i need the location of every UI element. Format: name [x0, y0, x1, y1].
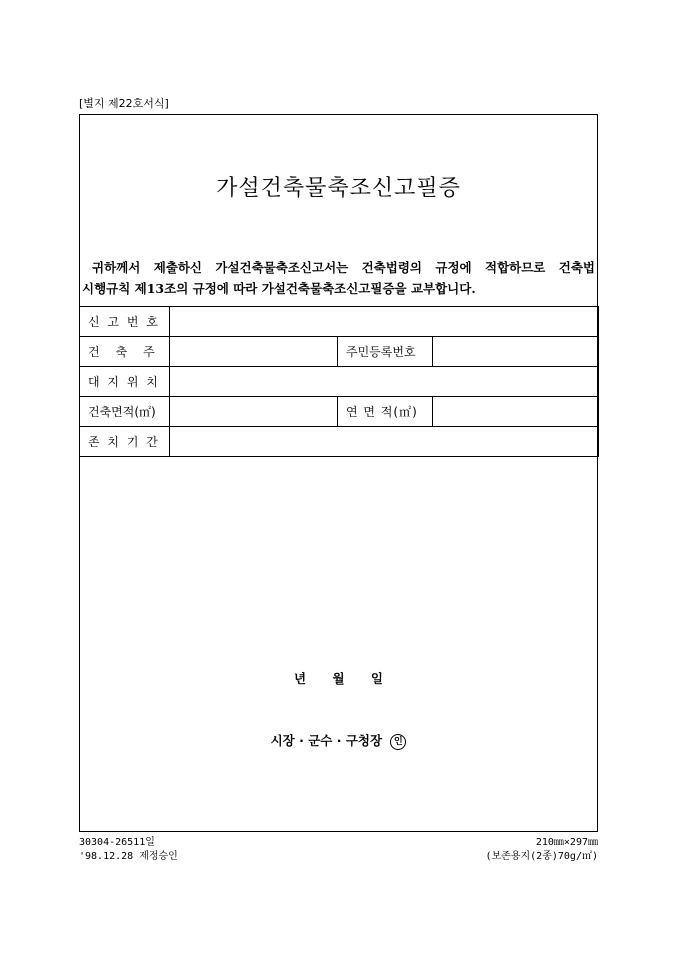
owner-field[interactable] [170, 337, 338, 367]
duration-field[interactable] [170, 427, 599, 457]
row-site-location [80, 367, 599, 397]
row-owner [80, 337, 599, 367]
floor-area-label: 연 면 적(㎡) [338, 397, 433, 427]
footer-right [486, 836, 599, 864]
owner-label: 건 축 주 [80, 337, 170, 367]
row-area [80, 397, 599, 427]
document-title: 가설건축물축조신고필증 [216, 176, 461, 201]
report-number-label: 신 고 번 호 [80, 307, 170, 337]
site-location-label: 대 지 위 치 [80, 367, 170, 397]
row-report-number [80, 307, 599, 337]
resident-number-field[interactable] [433, 337, 599, 367]
form-code: 30304-26511일 [79, 837, 155, 848]
floor-area-field[interactable] [433, 397, 599, 427]
certificate-frame [79, 114, 598, 832]
certificate-statement [82, 257, 595, 299]
certificate-info-table [79, 306, 599, 457]
statement-line-2: 시행규칙 제13조의 규정에 따라 가설건축물축조신고필증을 교부합니다. [82, 281, 476, 296]
paper-spec: (보존용지(2종)70g/㎡) [485, 851, 598, 862]
form-number-label: [별지 제22호서식] [79, 97, 169, 110]
issuer-signature [80, 731, 597, 750]
building-area-field[interactable] [170, 397, 338, 427]
building-area-label: 건축면적(㎡) [80, 397, 170, 427]
issue-date-line: 년 월 일 [294, 671, 383, 686]
duration-label: 존 치 기 간 [80, 427, 170, 457]
paper-size: 210㎜×297㎜ [535, 837, 598, 848]
footer-left [79, 836, 178, 864]
row-duration [80, 427, 599, 457]
issuer-title: 시장 · 군수 · 구청장 [270, 733, 383, 748]
seal-icon: 인 [390, 734, 406, 750]
resident-number-label: 주민등록번호 [338, 337, 433, 367]
report-number-field[interactable] [170, 307, 599, 337]
statement-line-1: 귀하께서 제출하신 가설건축물축조신고서는 건축법령의 규정에 적합하므로 건축법 [92, 260, 595, 275]
site-location-field[interactable] [170, 367, 599, 397]
approval-date: '98.12.28 제정승인 [79, 851, 178, 862]
